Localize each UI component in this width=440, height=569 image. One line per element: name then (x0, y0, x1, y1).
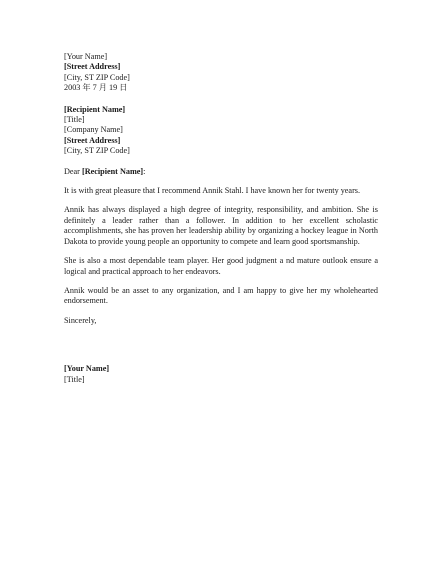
salutation-prefix: Dear (64, 166, 82, 176)
recipient-company: [Company Name] (64, 125, 123, 135)
body-paragraph-1: It is with great pleasure that I recommend Annik Stahl. I have known her for twenty years. (64, 186, 361, 196)
body-paragraph-2: Annik has always displayed a high degree of integrity, responsibility, and ambition. She is definitely a leader rather than a follower. In addition to her excellent scholastic accomplishments, she has proven her leadership ability by organizing a hockey league in North Dakota to provide young people an opportunity to compete and learn good sportsmanship. (64, 205, 378, 246)
recipient-title: [Title] (64, 115, 85, 125)
salutation-name: [Recipient Name] (81, 166, 144, 176)
body-paragraph-3: She is also a most dependable team player. Her good judgment a nd mature outlook ensure a logical and practical approach to her endeavors. (64, 256, 378, 276)
sender-city: [City, ST ZIP Code] (64, 72, 130, 82)
salutation-suffix: : (143, 166, 146, 176)
sender-name: [Your Name] (64, 52, 108, 61)
body-paragraph-4: Annik would be an asset to any organization, and I am happy to give her my wholehearted endorsement. (64, 285, 378, 306)
sender-block (64, 52, 378, 94)
signature-title: [Title] (64, 374, 85, 384)
signature-block (64, 364, 378, 385)
letter-date: 2003 年 7 月 19 日 (64, 83, 128, 93)
recipient-name: [Recipient Name] (64, 104, 126, 114)
recommendation-letter (64, 52, 378, 385)
recipient-street: [Street Address] (64, 135, 121, 145)
sender-street: [Street Address] (64, 62, 121, 72)
recipient-block (64, 105, 378, 157)
closing: Sincerely, (64, 315, 97, 325)
salutation (64, 167, 378, 177)
recipient-city: [City, ST ZIP Code] (64, 146, 130, 156)
signature-name: [Your Name] (64, 364, 110, 374)
